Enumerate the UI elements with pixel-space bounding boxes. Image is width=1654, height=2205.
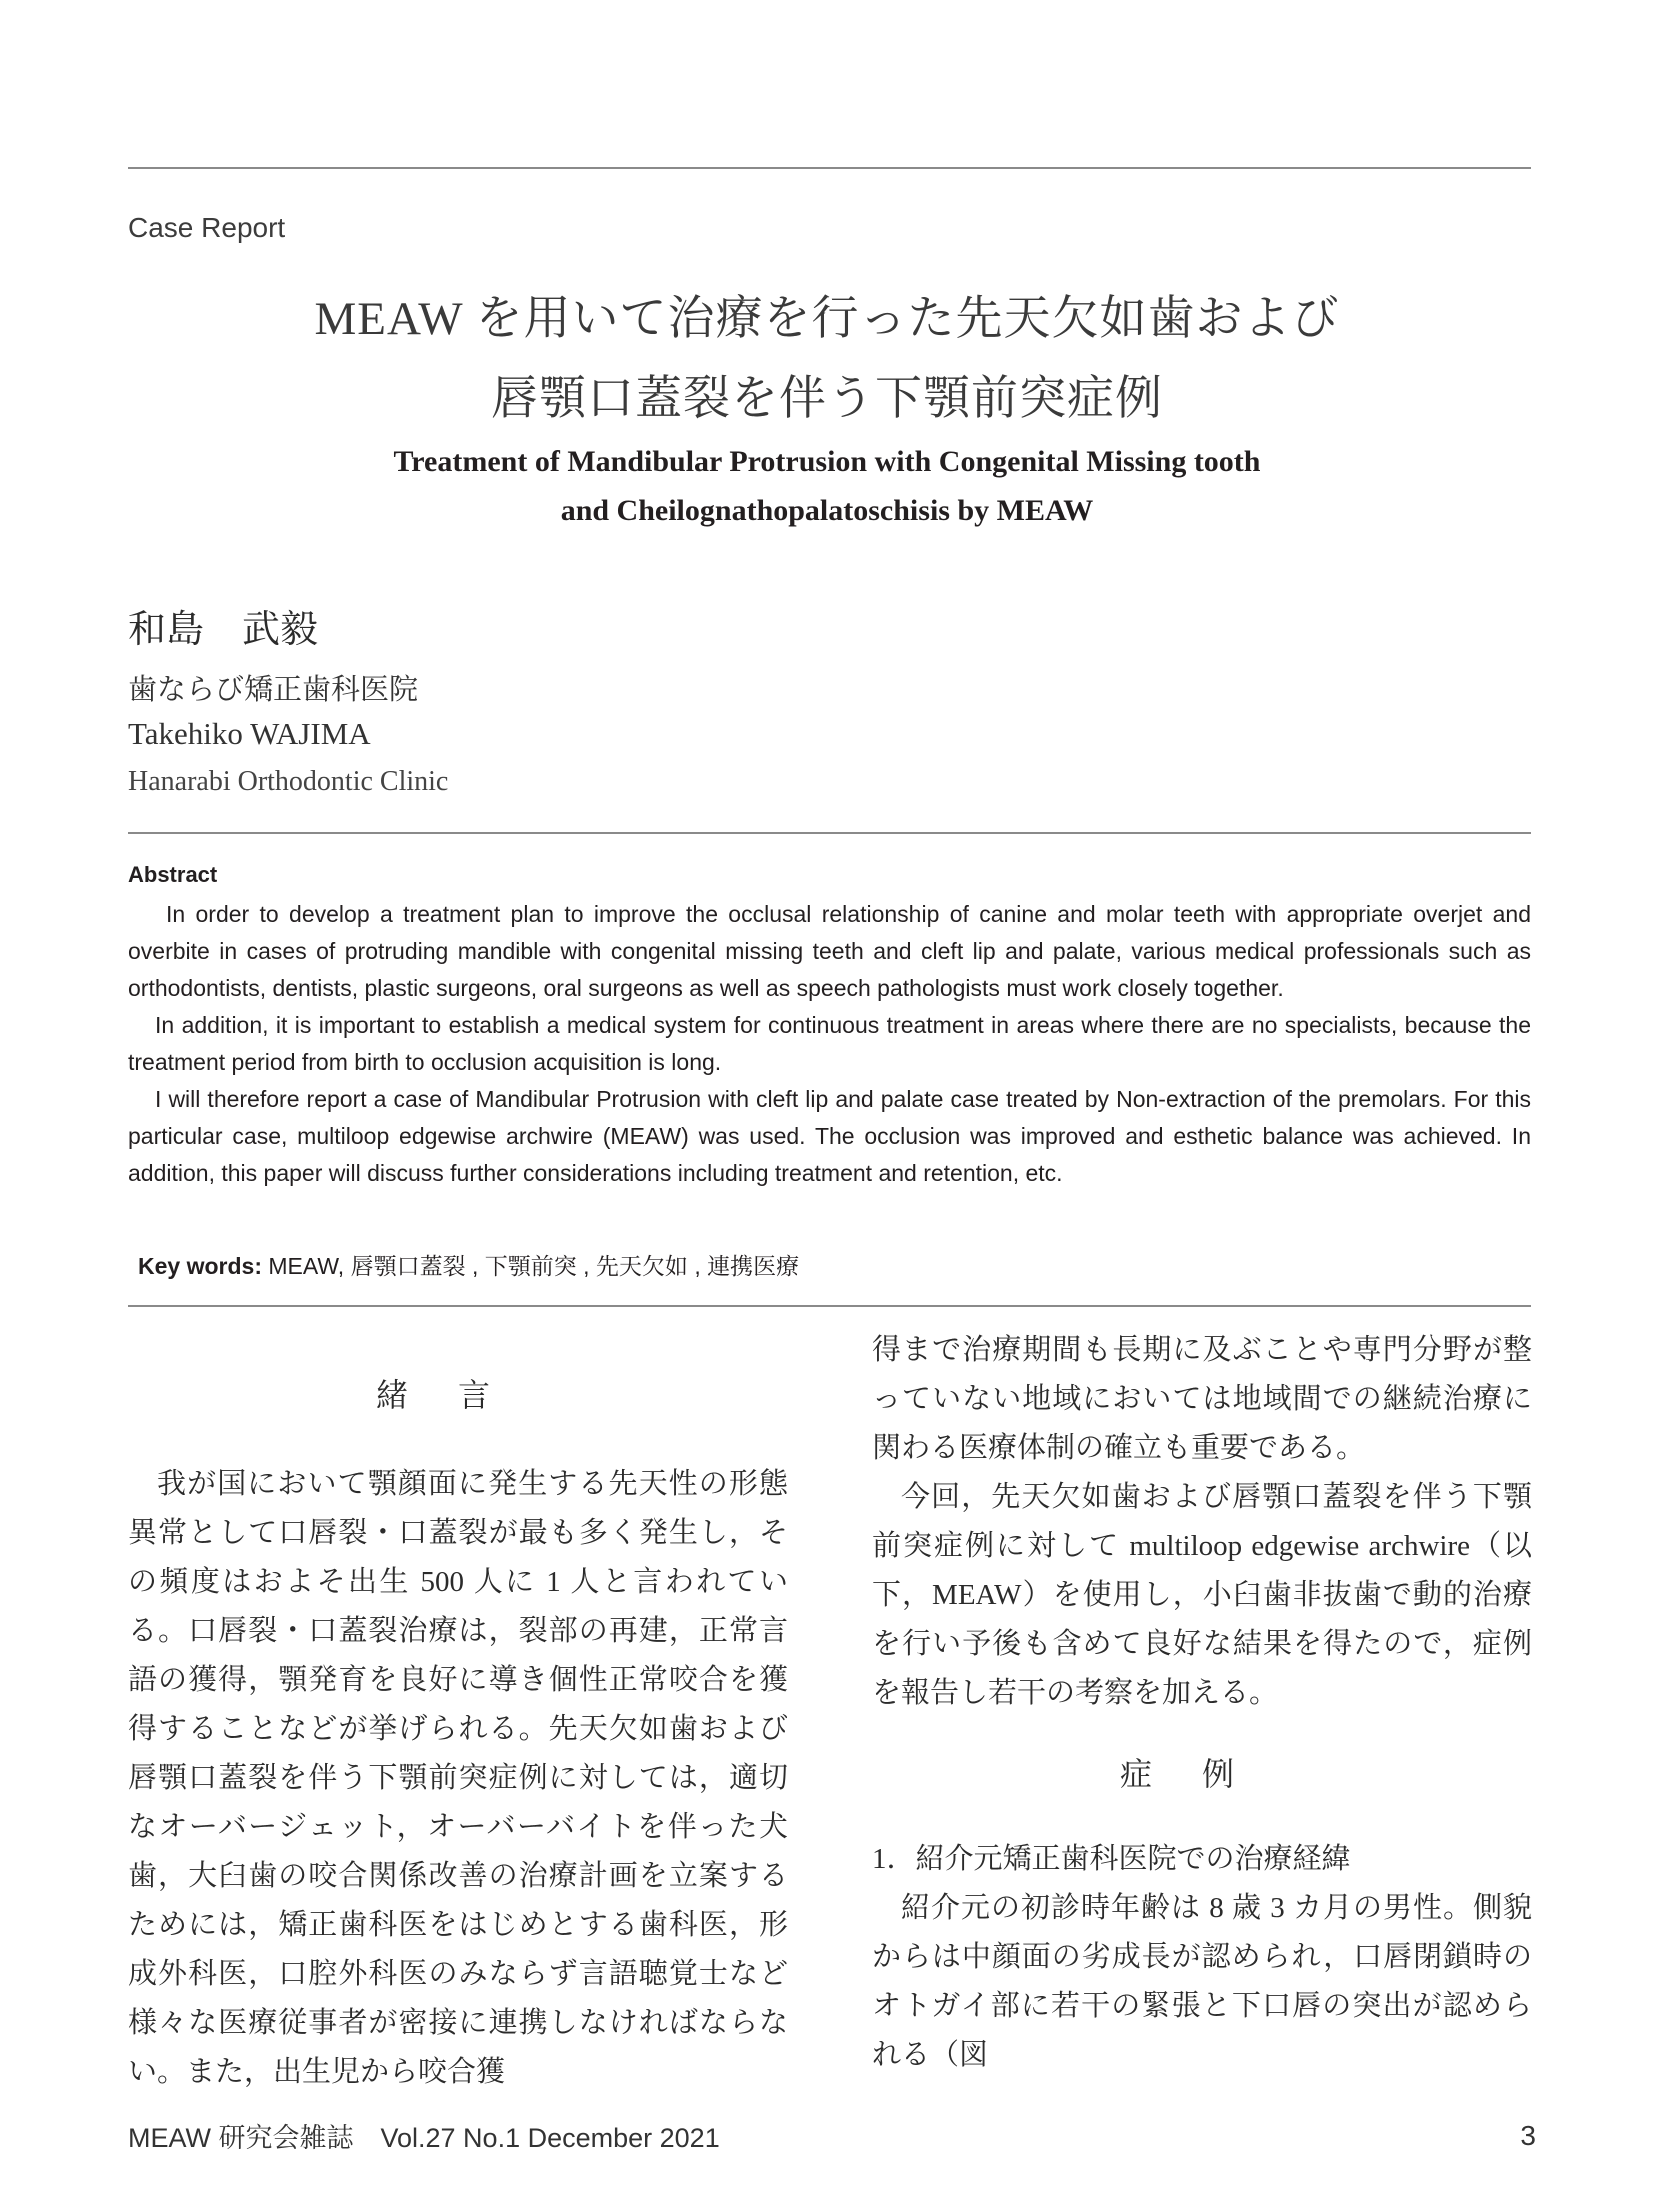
japanese-title-line-1: MEAW を用いて治療を行った先天欠如歯および	[314, 293, 1340, 345]
section-heading-introduction: 緒言	[375, 1377, 540, 1413]
abstract-paragraph-1: In order to develop a treatment plan to improve the occlusal relationship of canine and molar teeth with appropriate overjet and overbite in cases of protruding mandible with congenital missing teeth and cleft lip and palate, various medical professionals such as orthodontists, dentists, plastic surgeons, oral surgeons as well as speech pathologists must work closely together.	[128, 901, 1531, 1001]
author-name-japanese: 和島 武毅	[128, 609, 319, 651]
abstract-heading: Abstract	[128, 862, 218, 887]
journal-footer: MEAW 研究会雑誌 Vol.27 No.1 December 2021	[128, 2123, 720, 2153]
case-report-label: Case Report	[128, 212, 286, 243]
abstract-paragraph-2: In addition, it is important to establish a medical system for continuous treatment in areas where there are no specialists, because the treatment period from birth to occlusion acquisition is long.	[128, 1012, 1531, 1075]
keywords-list: MEAW, 唇顎口蓋裂 , 下顎前突 , 先天欠如 , 連携医療	[268, 1253, 800, 1279]
introduction-continuation: 得まで治療期間も長期に及ぶことや専門分野が整っていない地域においては地域間での継続治療に関わる医療体制の確立も重要である。	[872, 1334, 1532, 1464]
right-column	[872, 1326, 1532, 2080]
section-heading-case: 症例	[1119, 1756, 1284, 1792]
page-number: 3	[1520, 2120, 1536, 2151]
abstract-body	[128, 896, 1531, 1192]
japanese-title-line-2: 唇顎口蓋裂を伴う下顎前突症例	[491, 373, 1163, 425]
keywords-label: Key words:	[138, 1253, 262, 1279]
abstract-paragraph-3: I will therefore report a case of Mandibular Protrusion with cleft lip and palate case treated by Non-extraction of the premolars. For this particular case, multiloop edgewise archwire (MEAW) was used. The occlusion was improved and esthetic balance was achieved. In addition, this paper will discuss further considerations including treatment and retention, etc.	[128, 1086, 1531, 1186]
english-title-line-1: Treatment of Mandibular Protrusion with Congenital Missing tooth	[393, 445, 1261, 478]
top-rule	[128, 167, 1531, 169]
author-name-english: Takehiko WAJIMA	[128, 716, 371, 751]
english-title-line-2: and Cheilognathopalatoschisis by MEAW	[560, 494, 1094, 527]
introduction-paragraph-2: 今回，先天欠如歯および唇顎口蓋裂を伴う下顎前突症例に対して multiloop edgewise archwire（以下，MEAW）を使用し，小臼歯非抜歯で動的治療を行い予後も含めて良好な結果を得たので，症例を報告し若干の考察を加える。	[872, 1481, 1532, 1709]
affiliation-japanese: 歯ならび矯正歯科医院	[128, 674, 419, 706]
case-subheading: 1．紹介元矯正歯科医院での治療経緯	[872, 1843, 1351, 1875]
introduction-paragraph: 我が国において顎顔面に発生する先天性の形態異常として口唇裂・口蓋裂が最も多く発生し，その頻度はおよそ出生 500 人に 1 人と言われている。口唇裂・口蓋裂治療は，裂部の再建，正常言語の獲得，顎発育を良好に導き個性正常咬合を獲得することなどが挙げられる。先天欠如歯および唇顎口蓋裂を伴う下顎前突症例に対しては，適切なオーバージェット，オーバーバイトを伴った犬歯，大臼歯の咬合関係改善の治療計画を立案するためには，矯正歯科医をはじめとする歯科医，形成外科医，口腔外科医のみならず言語聴覚士など様々な医療従事者が密接に連携しなければならない。また，出生児から咬合獲	[128, 1468, 788, 2088]
keywords	[138, 1248, 799, 1281]
case-paragraph: 紹介元の初診時年齢は 8 歳 3 カ月の男性。側貌からは中顔面の劣成長が認められ，口唇閉鎖時のオトガイ部に若干の緊張と下口唇の突出が認められる（図	[872, 1892, 1532, 2071]
abstract-bottom-rule	[128, 1305, 1531, 1307]
left-column	[128, 1371, 788, 2097]
abstract-top-rule	[128, 832, 1531, 834]
affiliation-english: Hanarabi Orthodontic Clinic	[128, 766, 449, 797]
